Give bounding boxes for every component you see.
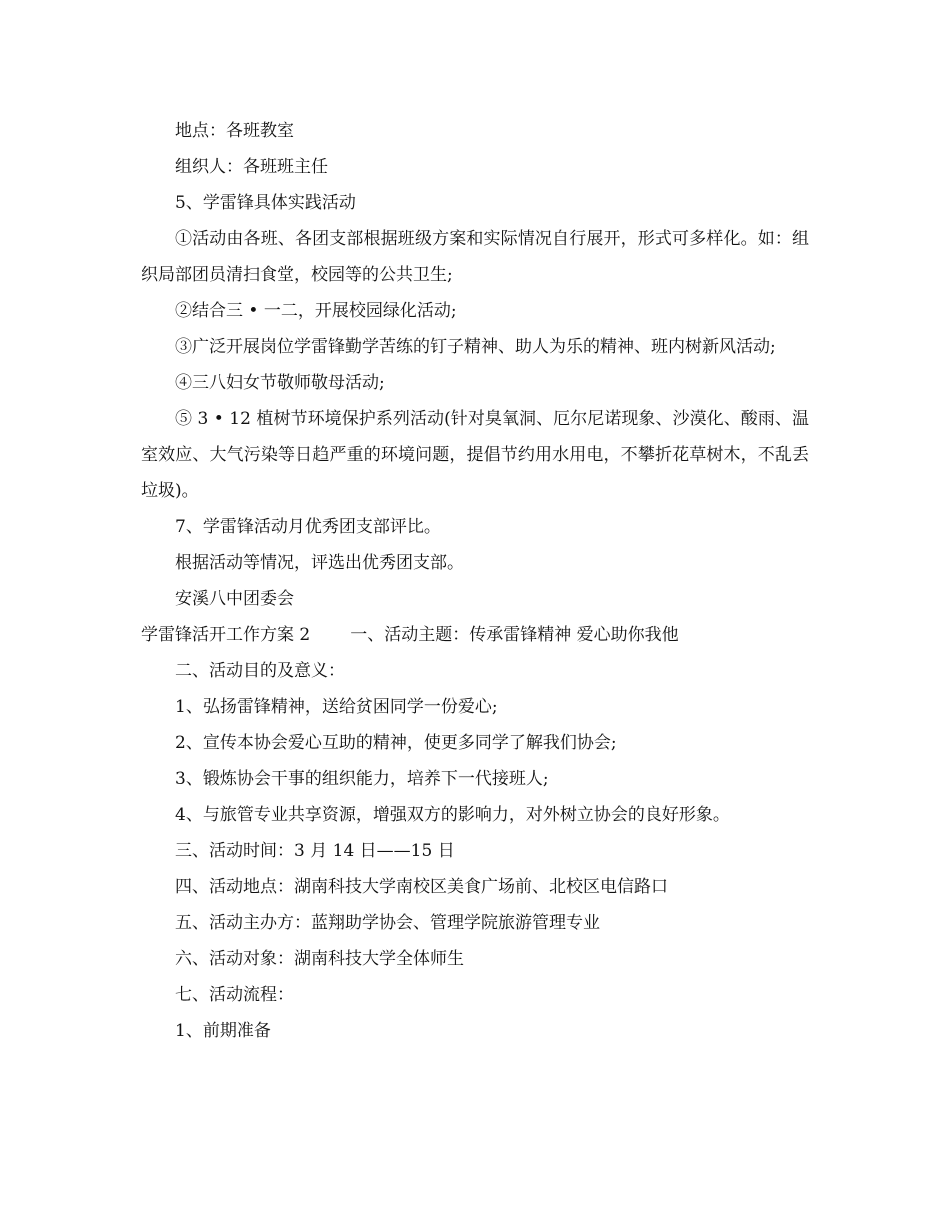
list-item: 四、活动地点：湖南科技大学南校区美食广场前、北校区电信路口 (175, 877, 668, 897)
paragraph-signature: 安溪八中团委会 (175, 589, 294, 609)
list-item: 三、活动时间：3 月 14 日——15 日 (175, 841, 455, 861)
list-item: 1、前期准备 (175, 1021, 271, 1041)
paragraph-activity-5: ⑤ 3 • 12 植树节环境保护系列活动(针对臭氧洞、厄尔尼诺现象、沙漠化、酸雨、温室效应、大气污染等日趋严重的环境问题，提倡节约用水用电，不攀折花草树木，不乱丢垃圾)。 (141, 409, 809, 501)
list-item: 二、活动目的及意义： (175, 661, 345, 681)
section-theme: 一、活动主题：传承雷锋精神 爱心助你我他 (350, 625, 679, 645)
section-title: 学雷锋活开工作方案 2 (141, 625, 311, 645)
list-item: 五、活动主办方：蓝翔助学协会、管理学院旅游管理专业 (175, 913, 600, 933)
paragraph-evaluation: 根据活动等情况，评选出优秀团支部。 (175, 553, 464, 573)
list-item: 4、与旅管专业共享资源，增强双方的影响力，对外树立协会的良好形象。 (175, 805, 730, 825)
paragraph-organizer: 组织人：各班班主任 (175, 157, 328, 177)
list-item: 1、弘扬雷锋精神，送给贫困同学一份爱心; (175, 697, 498, 717)
paragraph-location: 地点：各班教室 (175, 121, 294, 141)
list-item: 3、锻炼协会干事的组织能力，培养下一代接班人; (175, 769, 549, 789)
paragraph-activity-4: ④三八妇女节敬师敬母活动; (175, 373, 385, 393)
list-item: 六、活动对象：湖南科技大学全体师生 (175, 949, 464, 969)
section-title-line (141, 617, 809, 653)
paragraph-practice-heading: 5、学雷锋具体实践活动 (175, 193, 356, 213)
list-item: 2、宣传本协会爱心互助的精神，使更多同学了解我们协会; (175, 733, 617, 753)
paragraph-evaluation-heading: 7、学雷锋活动月优秀团支部评比。 (175, 517, 441, 537)
paragraph-activity-2: ②结合三 • 一二，开展校园绿化活动; (175, 301, 457, 321)
paragraph-activity-1: ①活动由各班、各团支部根据班级方案和实际情况自行展开，形式可多样化。如：组织局部团员清扫食堂，校园等的公共卫生; (141, 229, 809, 285)
paragraph-activity-3: ③广泛开展岗位学雷锋勤学苦练的钉子精神、助人为乐的精神、班内树新风活动; (175, 337, 776, 357)
list-item: 七、活动流程： (175, 985, 294, 1005)
document-body (141, 113, 809, 1049)
